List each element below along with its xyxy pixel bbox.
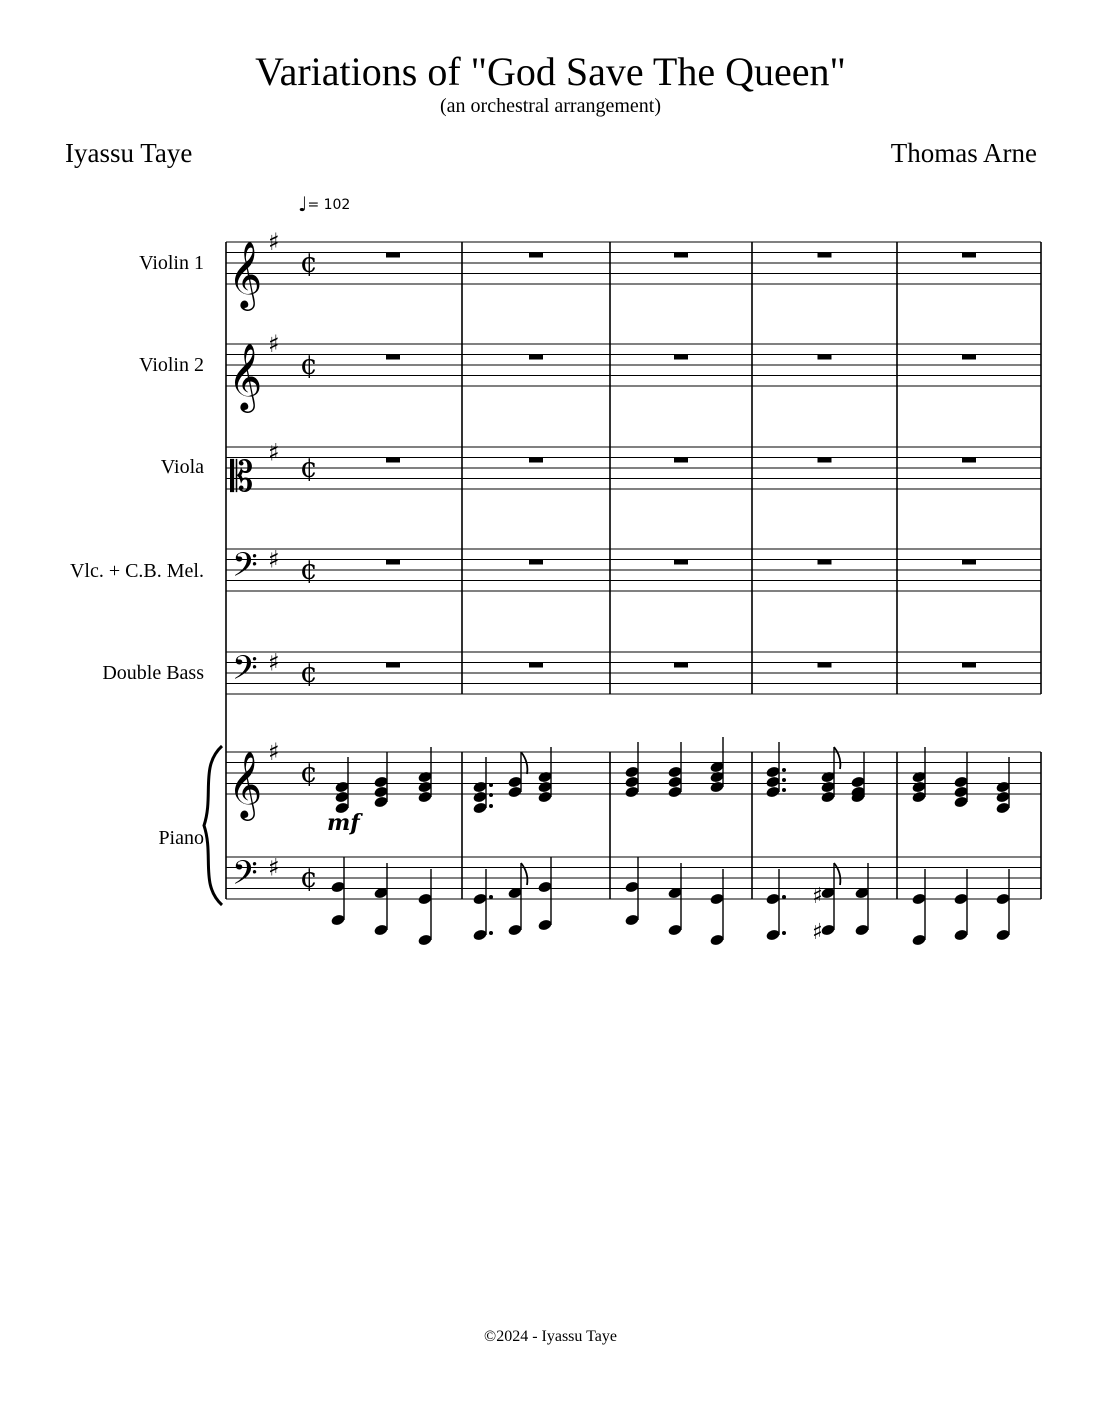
piano-lh-chord-m2-2 — [507, 863, 527, 937]
whole-rest — [674, 458, 688, 463]
arranger-name: Iyassu Taye — [65, 138, 193, 168]
piano-lh-chord-m2-3 — [537, 857, 552, 932]
instrument-label-violin-1: Violin 1 — [139, 252, 204, 274]
cut-time-icon: ¢ — [300, 756, 318, 789]
piano-rh-chord-m1-3 — [417, 747, 432, 804]
instrument-label-double-bass: Double Bass — [102, 662, 204, 684]
piano-rh-chord-m4-1 — [765, 742, 786, 799]
whole-rest — [529, 253, 543, 258]
instrument-label-viola: Viola — [160, 456, 204, 478]
key-signature-sharp-icon: ♯ — [268, 438, 280, 467]
piano-rh-chord-m5-2 — [953, 752, 968, 809]
piano-rh-chord-m5-1 — [911, 747, 926, 804]
piano-rh-chord-m1-1 — [334, 757, 349, 815]
augmentation-dot — [782, 931, 786, 935]
piano-rh-chord-m3-1 — [624, 742, 639, 799]
bass-clef-icon: 𝄢 — [232, 649, 258, 696]
whole-rest — [674, 253, 688, 258]
score-title: Variations of "God Save The Queen" — [255, 49, 846, 94]
cut-time-icon: ¢ — [300, 553, 318, 586]
tempo-value: = 102 — [307, 197, 351, 213]
piano-lh-chord-m5-3 — [995, 869, 1010, 942]
augmentation-dot — [782, 778, 786, 782]
staff-4 — [226, 546, 1041, 593]
whole-rest — [529, 663, 543, 668]
cut-time-icon: ¢ — [300, 656, 318, 689]
key-signature-sharp-icon: ♯ — [268, 648, 280, 677]
whole-rest — [529, 560, 543, 565]
augmentation-dot — [489, 793, 493, 797]
cut-time-icon: ¢ — [300, 451, 318, 484]
cut-time-icon: ¢ — [300, 348, 318, 381]
staff-1 — [226, 242, 1041, 284]
eighth-flag — [834, 863, 840, 885]
piano-rh-chord-m2-3 — [537, 747, 552, 804]
eighth-flag — [521, 863, 527, 885]
piano-lh-chord-m3-2 — [667, 863, 682, 937]
cut-time-icon: ¢ — [300, 861, 318, 894]
whole-rest — [674, 663, 688, 668]
copyright-notice: ©2024 - Iyassu Taye — [484, 1328, 617, 1345]
whole-rest — [386, 355, 400, 360]
sharp-accidental-icon: ♯ — [812, 920, 823, 945]
piano-lh-chord-m2-1 — [472, 869, 493, 942]
piano-rh-chord-m4-2 — [820, 747, 840, 804]
augmentation-dot — [782, 895, 786, 899]
piano-lh-chord-m4-2 — [820, 863, 840, 937]
bass-clef-icon: 𝄢 — [232, 854, 258, 901]
instrument-label-piano: Piano — [158, 827, 204, 849]
key-signature-sharp-icon: ♯ — [268, 330, 280, 358]
whole-rest — [386, 663, 400, 668]
augmentation-dot — [782, 788, 786, 792]
whole-rest — [386, 458, 400, 463]
piano-rh-chord-m2-1 — [472, 757, 493, 815]
piano-lh-chord-m1-3 — [417, 869, 432, 947]
score-subtitle: (an orchestral arrangement) — [440, 95, 661, 117]
piano-rh-chord-m3-2 — [667, 742, 682, 799]
augmentation-dot — [489, 783, 493, 787]
whole-rest — [529, 355, 543, 360]
composer-name: Thomas Arne — [890, 138, 1037, 168]
whole-rest — [818, 560, 832, 565]
piano-lh-chord-m4-1 — [765, 869, 786, 942]
key-signature-sharp-icon: ♯ — [268, 545, 280, 574]
key-signature-sharp-icon: ♯ — [268, 853, 280, 882]
staff-7 — [226, 854, 1041, 901]
piano-rh-chord-m1-2 — [373, 752, 388, 809]
whole-rest — [818, 253, 832, 258]
whole-rest — [386, 253, 400, 258]
treble-clef-icon: 𝄞 — [228, 750, 263, 818]
key-signature-sharp-icon: ♯ — [268, 228, 280, 256]
piano-rh-chord-m4-3 — [850, 752, 865, 804]
augmentation-dot — [489, 931, 493, 935]
quarter-note-icon: ♩ — [298, 192, 308, 216]
instrument-label-violin-2: Violin 2 — [139, 354, 204, 376]
whole-rest — [962, 663, 976, 668]
augmentation-dot — [489, 804, 493, 808]
whole-rest — [818, 458, 832, 463]
whole-rest — [962, 560, 976, 565]
staff-2 — [226, 344, 1041, 386]
dynamic-marking-mf: mf — [327, 810, 360, 836]
key-signature-sharp-icon: ♯ — [268, 738, 280, 766]
staff-5 — [226, 649, 1041, 696]
piano-lh-chord-m4-3 — [854, 863, 869, 937]
staff-3 — [226, 447, 1041, 489]
piano-rh-chord-m5-3 — [995, 757, 1010, 815]
cut-time-icon: ¢ — [300, 246, 318, 279]
piano-lh-chord-m5-1 — [911, 869, 926, 947]
whole-rest — [386, 560, 400, 565]
piano-rh-chord-m2-2 — [507, 752, 527, 799]
augmentation-dot — [782, 768, 786, 772]
whole-rest — [962, 458, 976, 463]
whole-rest — [529, 458, 543, 463]
whole-rest — [674, 560, 688, 565]
alto-clef-icon: 𝄡 — [230, 452, 254, 501]
treble-clef-icon: 𝄞 — [228, 342, 263, 410]
piano-rh-chord-m3-3 — [709, 737, 724, 794]
instrument-label-cello-bass-melody: Vlc. + C.B. Mel. — [69, 560, 204, 582]
bass-clef-icon: 𝄢 — [232, 546, 258, 593]
piano-brace — [204, 746, 222, 905]
eighth-flag — [834, 747, 840, 769]
whole-rest — [674, 355, 688, 360]
augmentation-dot — [489, 895, 493, 899]
piano-lh-chord-m3-3 — [709, 869, 724, 947]
piano-lh-chord-m1-2 — [373, 863, 388, 937]
sharp-accidental-icon: ♯ — [812, 884, 823, 909]
whole-rest — [818, 663, 832, 668]
piano-lh-chord-m5-2 — [953, 869, 968, 942]
whole-rest — [962, 253, 976, 258]
whole-rest — [962, 355, 976, 360]
whole-rest — [818, 355, 832, 360]
treble-clef-icon: 𝄞 — [228, 240, 263, 308]
